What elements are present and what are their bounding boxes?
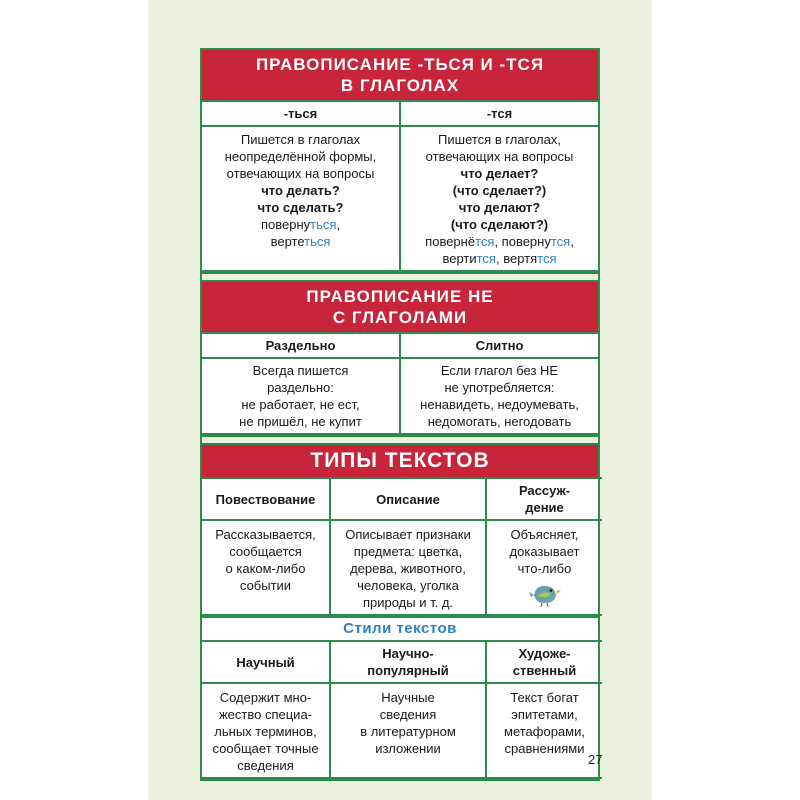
popular-science-text [330,683,486,778]
together-rule [400,358,598,434]
example-ending: ться [304,234,331,249]
artistic-text [486,683,602,778]
section-3-banner: ТИПЫ ТЕКСТОВ [202,445,598,477]
section-4-body-row [202,683,602,778]
rule-text: Всегда пишется [252,363,349,378]
section-4-table [202,640,602,779]
rule-question: что сделать? [257,200,344,215]
rule-text: дерева, животного, [350,561,466,576]
rule-text: сравнениями [504,741,585,756]
rule-question: (что сделают?) [450,217,549,232]
rule-example [206,216,395,233]
rule-text: жество специа- [218,707,313,722]
section-3-body-row [202,520,602,615]
header-text: популярный [367,663,449,678]
rule-text: о каком-либо [225,561,306,576]
bird-leg [541,603,542,607]
header-text: Научно- [382,646,434,661]
rule-text: доказывает [509,544,580,559]
rule-text: Рассказывается, [215,527,316,542]
col-header-tsya: -тся [400,101,598,126]
section-3-header-row [202,478,602,520]
rule-text: неопределённой формы, [224,149,377,164]
header-text: Повествование [215,491,316,507]
rule-example: недомогать, негодовать [427,414,572,429]
separate-rule [202,358,400,434]
rule-text: Текст богат [510,690,579,705]
section-1-title-line2: В ГЛАГОЛАХ [340,76,460,95]
section-1-title-line1: ПРАВОПИСАНИЕ -ТЬСЯ И -ТСЯ [255,55,545,74]
rule-text: метафорами, [504,724,585,739]
example-ending: тся [537,251,557,266]
bird-eye [549,589,552,592]
section-1-body-row [202,126,598,271]
section-2-header-row [202,333,598,358]
rule-text: отвечающих на вопросы [425,149,574,164]
example-stem: поверну [260,217,311,232]
example-ending: ться [310,217,337,232]
rule-text: событии [239,578,292,593]
section-2-title-line1: ПРАВОПИСАНИЕ НЕ [306,287,494,306]
example-separator: , [570,234,574,249]
rule-text: в литературном [360,724,456,739]
rule-example: ненавидеть, недоумевать, [420,397,579,412]
header-text: Художе- [518,646,571,661]
bird-leg [547,603,548,607]
col-header-description [330,478,486,520]
example-ending: тся [476,251,496,266]
rule-text: предмета: цветка, [353,544,463,559]
section-2-banner [202,282,598,332]
rule-text: Научные [381,690,435,705]
rule-text: отвечающих на вопросы [226,166,375,181]
section-2-table [202,332,598,435]
section-4-header-row [202,641,602,683]
section-divider [202,272,598,282]
reasoning-text [486,520,602,615]
rule-question: что делают? [458,200,541,215]
description-text [330,520,486,615]
example-ending: тся [475,234,495,249]
section-3-table [202,477,602,616]
section-2-body-row [202,358,598,434]
bird-tail [529,592,534,597]
rule-text: Пишется в глаголах, [438,132,561,147]
section-divider [202,435,598,445]
rule-question: (что сделает?) [452,183,547,198]
example-separator: , [495,251,504,266]
example-stem: поверну [501,234,551,249]
rule-text: человека, уголка [357,578,459,593]
example-separator: , [336,217,341,232]
example-stem: вертя [503,251,538,266]
styles-title: Стили текстов [202,616,598,640]
section-2-title-line2: С ГЛАГОЛАМИ [332,308,468,327]
tsya-rule [400,126,598,271]
section-1-banner [202,50,598,100]
col-header-popular-science [330,641,486,683]
rule-text: Описывает признаки [345,527,471,542]
rule-example [405,250,594,267]
book-page [148,0,652,800]
tsya-soft-rule [202,126,400,271]
rule-text: сведения [379,707,437,722]
section-1-header-row [202,101,598,126]
rule-example [405,233,594,250]
col-header-scientific [202,641,330,683]
rule-text: не употребляется: [444,380,555,395]
rule-text: изложении [375,741,441,756]
col-header-artistic [486,641,602,683]
header-text: дение [525,500,564,515]
rule-example: не пришёл, не купит [239,414,362,429]
rule-text: сообщается [229,544,302,559]
rule-text: сообщает точные [212,741,319,756]
rule-example: не работает, не ест, [241,397,360,412]
rule-text: Пишется в глаголах [240,132,361,147]
header-text: Научный [236,654,295,670]
example-separator: , [494,234,502,249]
bird-beak [556,590,561,594]
col-header-tsya-soft: -ться [202,101,400,126]
example-stem: повернё [425,234,476,249]
rule-text: Объясняет, [510,527,579,542]
col-header-narration [202,478,330,520]
rule-text: что-либо [517,561,572,576]
narration-text [202,520,330,615]
rule-text: природы и т. д. [362,595,454,610]
header-text: ственный [512,663,577,678]
example-stem: верти [442,251,477,266]
scientific-text [202,683,330,778]
col-header-together: Слитно [400,333,598,358]
rule-question: что делает? [460,166,539,181]
rule-text: Если глагол без НЕ [440,363,559,378]
example-stem: верте [270,234,305,249]
header-text: Описание [376,491,440,507]
rules-card [200,48,603,781]
rule-question: что делать? [261,183,340,198]
bird-icon [528,581,562,607]
section-1-table [202,100,598,272]
rule-text: эпитетами, [511,707,578,722]
col-header-separate: Раздельно [202,333,400,358]
rule-text: льных терминов, [214,724,317,739]
rule-example [206,233,395,250]
col-header-reasoning [486,478,602,520]
header-text: Рассуж- [518,483,571,498]
rule-text: раздельно: [267,380,334,395]
rule-text: Содержит мно- [219,690,312,705]
rule-text: сведения [237,758,294,773]
example-ending: тся [550,234,571,249]
page-number: 27 [588,752,603,767]
